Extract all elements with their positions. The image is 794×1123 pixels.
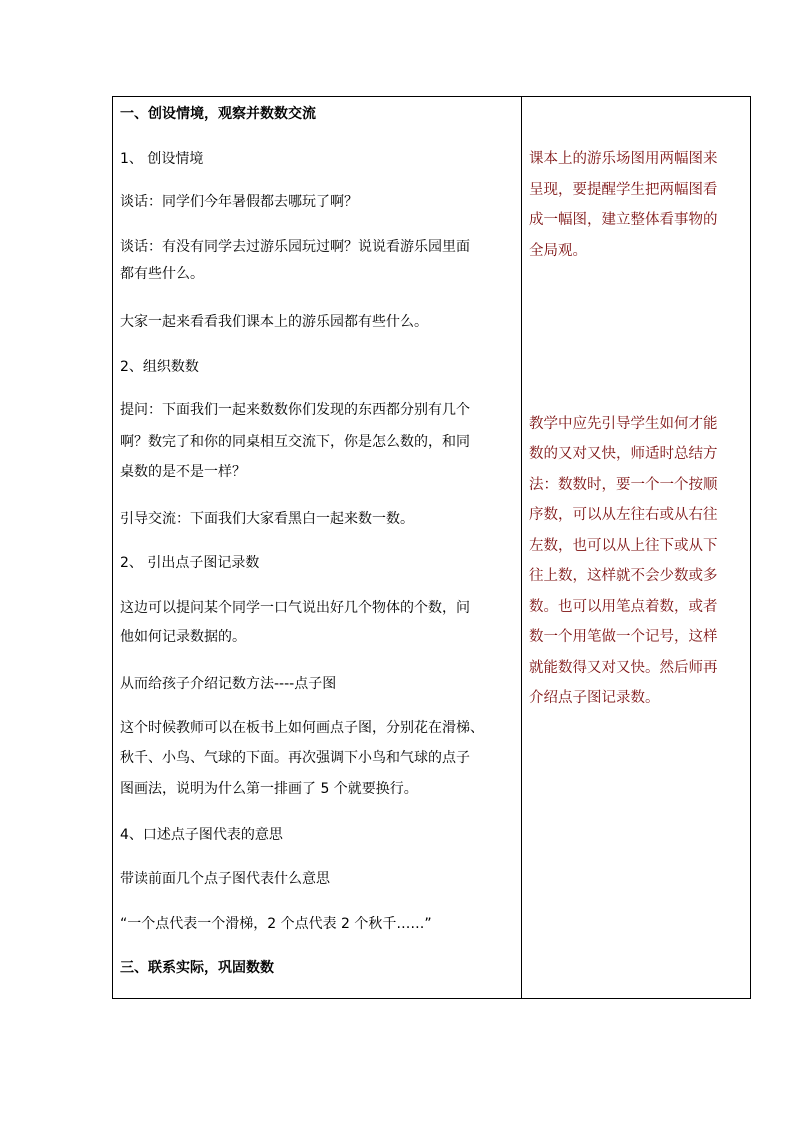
subheading-create-scene: 1、 创设情境 bbox=[120, 151, 204, 167]
note-line: 教学中应先引导学生如何才能 bbox=[529, 416, 718, 432]
teaching-notes-column bbox=[522, 97, 750, 998]
text-line: 桌数的是不是一样？ bbox=[120, 464, 246, 480]
note-line: 呈现，要提醒学生把两幅图看 bbox=[529, 182, 718, 198]
note-line: 成一幅图，建立整体看事物的 bbox=[529, 212, 718, 228]
note-line: 数的又对又快，师适时总结方 bbox=[529, 446, 718, 462]
lesson-table bbox=[112, 96, 751, 999]
text-line: 这个时候教师可以在板书上如何画点子图，分别花在滑梯、 bbox=[120, 720, 484, 736]
text-line: 提问：下面我们一起来数数你们发现的东西都分别有几个 bbox=[120, 402, 470, 418]
subheading-dot-diagram: 2、 引出点子图记录数 bbox=[120, 555, 260, 571]
text-line: 从而给孩子介绍记数方法----点子图 bbox=[120, 676, 337, 692]
note-line: 就能数得又对又快。然后师再 bbox=[529, 660, 718, 676]
note-line: 课本上的游乐场图用两幅图来 bbox=[529, 151, 718, 167]
text-line: 图画法，说明为什么第一排画了 5 个就要换行。 bbox=[120, 781, 418, 797]
note-line: 数一个用笔做一个记号，这样 bbox=[529, 629, 718, 645]
text-line: 秋千、小鸟、气球的下面。再次强调下小鸟和气球的点子 bbox=[120, 750, 470, 766]
text-line: 谈话：同学们今年暑假都去哪玩了啊？ bbox=[120, 194, 358, 210]
text-line: 都有些什么。 bbox=[120, 266, 204, 282]
subheading-dot-meaning: 4、口述点子图代表的意思 bbox=[120, 827, 283, 843]
lesson-content-column bbox=[113, 97, 522, 998]
section-heading-3: 三、联系实际，巩固数数 bbox=[120, 960, 274, 976]
text-line: 啊？数完了和你的同桌相互交流下，你是怎么数的，和同 bbox=[120, 434, 470, 450]
note-line: 法：数数时，要一个一个按顺 bbox=[529, 477, 718, 493]
section-heading-1: 一、创设情境，观察并数数交流 bbox=[120, 106, 316, 122]
quote-line: “一个点代表一个滑梯，2 个点代表 2 个秋千……” bbox=[120, 916, 432, 932]
text-line: 这边可以提问某个同学一口气说出好几个物体的个数，问 bbox=[120, 600, 470, 616]
subheading-organize-counting: 2、组织数数 bbox=[120, 359, 199, 375]
note-line: 往上数，这样就不会少数或多 bbox=[529, 568, 718, 584]
note-line: 数。也可以用笔点着数，或者 bbox=[529, 599, 718, 615]
text-line: 谈话：有没有同学去过游乐园玩过啊？说说看游乐园里面 bbox=[120, 239, 470, 255]
note-line: 序数，可以从左往右或从右往 bbox=[529, 507, 718, 523]
text-line: 带读前面几个点子图代表什么意思 bbox=[120, 871, 330, 887]
text-line: 大家一起来看看我们课本上的游乐园都有些什么。 bbox=[120, 314, 428, 330]
note-line: 全局观。 bbox=[529, 243, 587, 259]
text-line: 引导交流：下面我们大家看黑白一起来数一数。 bbox=[120, 511, 414, 527]
note-line: 左数，也可以从上往下或从下 bbox=[529, 538, 718, 554]
text-line: 他如何记录数据的。 bbox=[120, 629, 246, 645]
note-line: 介绍点子图记录数。 bbox=[529, 690, 660, 706]
